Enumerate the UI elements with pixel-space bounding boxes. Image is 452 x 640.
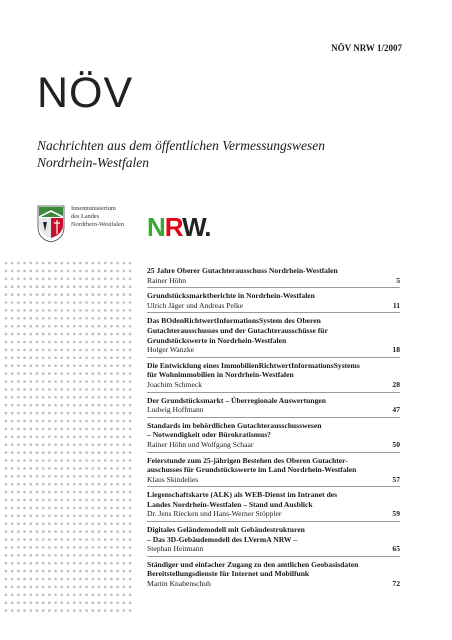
nrw-logo-letter: R [164,212,183,242]
nrw-logo-letter: W [182,212,205,242]
toc-entry-title: auschusses für Grundstückswerte im Land Nordrhein-Westfalen [147,465,357,475]
issue-label: NÖV NRW 1/2007 [331,43,402,53]
toc-entry-title: Digitales Geländemodell mit Gebäudestrukturen [147,525,305,535]
nrw-logo-dot: . [204,212,211,242]
coat-of-arms-icon [37,205,65,243]
dot-pattern-decoration [4,261,136,617]
toc-entry-page: 65 [392,544,400,554]
ministry-line: des Landes [71,213,100,220]
ministry-line: Innenministerium [71,205,116,212]
nrw-logo-letter: N [147,212,165,242]
toc-entry-page: 5 [396,275,400,285]
toc-entry-title: Liegenschaftskarte (ALK) als WEB-Dienst im Intranet des [147,490,338,500]
toc-entry-title: Die Entwicklung eines ImmobilienRichtwertInformationsSystems [147,360,360,370]
ministry-label [71,205,124,229]
toc-entry-authors: Klaus Skindelies [147,474,199,484]
toc-entry-page: 72 [392,579,400,589]
toc-entry-page: 28 [392,379,400,389]
toc-entry-title: für Wohnimmobilien in Nordrhein-Westfalen [147,370,294,380]
toc-entry-title: – Das 3D-Gebäudemodell des LVermA NRW – [147,534,298,544]
toc-entry [147,490,400,522]
toc-entry-authors: Martin Knabenschuh [147,579,211,589]
toc-entry-page: 11 [392,300,400,310]
toc-entry-page: 18 [392,345,400,355]
toc-entry-title: Grundstückswerte in Nordrhein-Westfalen [147,335,287,345]
toc-entry-title: 25 Jahre Oberer Gutachterausschuss Nordrhein-Westfalen [147,266,338,275]
toc-entry-authors: Rainer Höhn [147,275,187,285]
toc-entry-authors: Joachim Schmeck [147,379,203,389]
toc-entry-page: 50 [392,439,400,449]
toc-entry-title: Standards im behördlichen Gutachterausschusswesen [147,420,322,430]
nrw-logo [147,214,210,240]
toc-entry-authors: Dr. Jens Riecken und Hans-Werner Stöppler [147,509,282,519]
toc-entry-title: – Notwendigkeit oder Bürokratismus? [147,430,271,440]
toc-entry-authors: Ulrich Jäger und Andreas Pelke [147,300,244,310]
toc-entry [147,560,400,591]
toc-entry-title: Bereitstellungsdienste für Internet und Mobilfunk [147,569,310,579]
toc-entry-page: 47 [392,405,400,415]
toc-entry-page: 57 [392,474,400,484]
subtitle-line: Nordrhein-Westfalen [37,155,150,170]
toc-entry-title: Der Grundstücksmarkt – Überregionale Auswertungen [147,395,327,405]
toc-entry-title: Landes Nordrhein-Westfalen – Stand und Ausblick [147,499,313,509]
toc-entry [147,421,400,453]
ministry-line: Nordrhein-Westfalen [71,221,124,228]
toc-entry-authors: Ludwig Hoffmann [147,405,204,415]
toc-entry-title: Gutachterausschusses und der Gutachterausschüsse für [147,325,328,335]
toc-entry-title: Feierstunde zum 25-jährigen Bestehen des Oberen Gutachter- [147,455,348,465]
toc-entry-authors: Stephan Heitmann [147,544,204,554]
journal-subtitle [37,137,427,171]
toc-entry [147,316,400,357]
table-of-contents [147,266,400,594]
subtitle-line: Nachrichten aus dem öffentlichen Vermessungswesen [37,138,325,153]
toc-entry-title: Das BOdenRichtwertInformationsSystem des Oberen [147,316,321,326]
toc-entry [147,291,400,313]
toc-entry [147,396,400,418]
toc-entry-authors: Holger Wanzke [147,345,195,355]
toc-entry-authors: Rainer Höhn und Wolfgang Schaar [147,439,254,449]
toc-entry-page: 59 [392,509,400,519]
toc-entry [147,361,400,393]
toc-entry-title: Ständiger und einfacher Zugang zu den amtlichen Geobasisdaten [147,559,359,569]
toc-entry [147,525,400,557]
toc-entry [147,456,400,488]
journal-title: NÖV [37,69,134,117]
toc-entry [147,266,400,288]
toc-entry-title: Grundstücksmarktberichte in Nordrhein-Westfalen [147,291,315,301]
